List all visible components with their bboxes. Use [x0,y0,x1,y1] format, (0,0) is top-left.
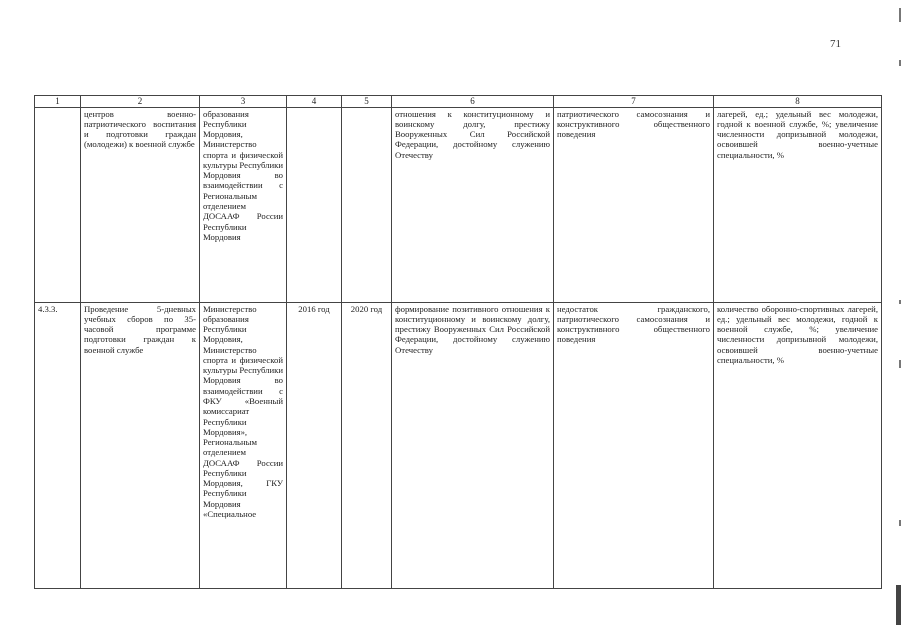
header-cell-7: 7 [554,96,714,108]
end-year-cell [342,107,392,302]
indicators-cell: лагерей, ед.; удельный вес молодежи, годной к военной службе, %; увеличение численности допризывной молодежи, освоившей военно-учетные специальности, % [714,107,882,302]
executor-cell: Министерство образования Республики Мордовия, Министерство спорта и физической культуры Республики Мордовия во взаимодействии с ФКУ «Военный комиссариат Республики Мордовия», Региональным отделением ДОСААФ России Республики Мордовия, ГКУ Республики Мордовия «Специальное [200,302,287,588]
indicators-cell: количество оборонно-спортивных лагерей, ед.; удельный вес молодежи, годной к военной службе, %; увеличение численности допризывной молодежи, освоившей военно-учетные специальности, % [714,302,882,588]
start-year-cell [287,107,342,302]
table-row [35,107,882,302]
header-cell-5: 5 [342,96,392,108]
header-cell-1: 1 [35,96,81,108]
header-cell-6: 6 [392,96,554,108]
program-activities-table [34,95,882,589]
consequences-cell: недостаток гражданского, патриотического самосознания и конструктивного общественного поведения [554,302,714,588]
activity-name-cell: Проведение 5-дневных учебных сборов по 35-часовой программе подготовки граждан к военной службе [81,302,200,588]
header-cell-2: 2 [81,96,200,108]
row-number-cell [35,107,81,302]
consequences-cell: патриотического самосознания и конструктивного общественного поведения [554,107,714,302]
end-year-cell: 2020 год [342,302,392,588]
expected-result-cell: отношения к конституционному и воинскому долгу, престижу Вооруженных Сил Российской Федерации, достойному служению Отечеству [392,107,554,302]
header-cell-8: 8 [714,96,882,108]
table-header-row [35,96,882,108]
start-year-cell: 2016 год [287,302,342,588]
header-cell-4: 4 [287,96,342,108]
page-number: 71 [830,38,841,50]
scan-edge-artifact [885,0,905,640]
header-cell-3: 3 [200,96,287,108]
activity-name-cell: центров военно-патриотического воспитания и подготовки граждан (молодежи) к военной службе [81,107,200,302]
table-row [35,302,882,588]
executor-cell: образования Республики Мордовия, Министерство спорта и физической культуры Республики Мордовия во взаимодействии с Региональным отделением ДОСААФ России Республики Мордовия [200,107,287,302]
expected-result-cell: формирование позитивного отношения к конституционному и воинскому долгу, престижу Вооруженных Сил Российской Федерации, достойному служению Отечеству [392,302,554,588]
row-number-cell: 4.3.3. [35,302,81,588]
